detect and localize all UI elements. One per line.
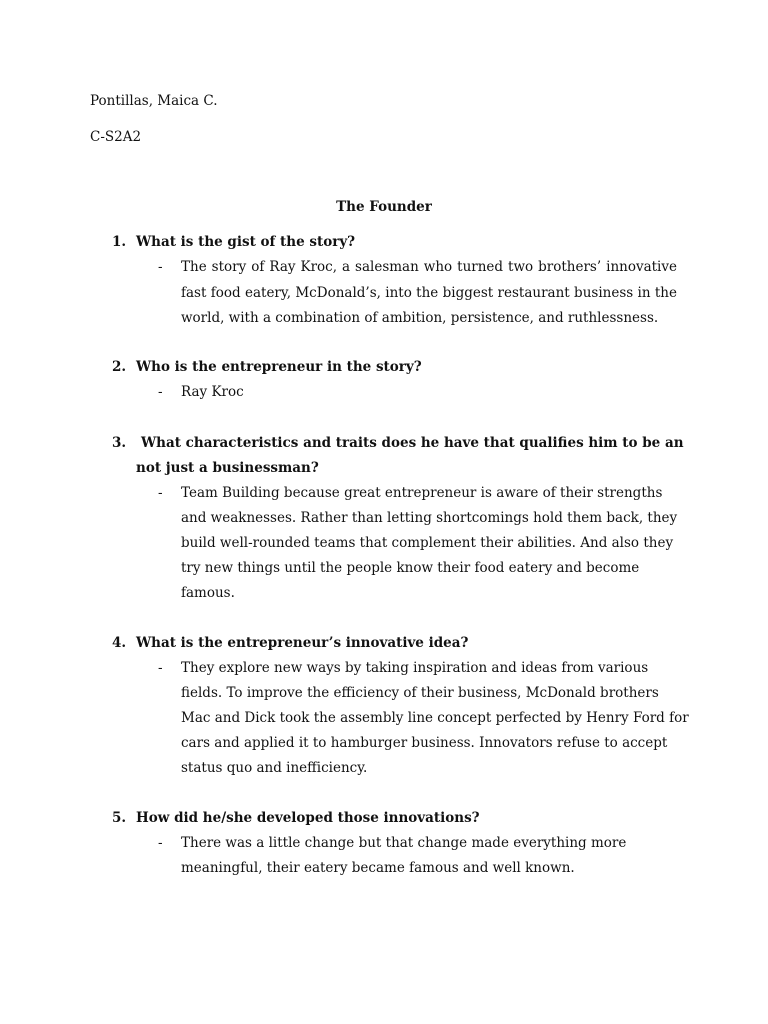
question-text: How did he/she developed those innovations?	[136, 810, 480, 826]
answer-line: try new things until the people know their food eatery and become	[181, 560, 640, 576]
document-title: The Founder	[336, 199, 432, 215]
question-number: 5.	[112, 810, 127, 826]
question-text: not just a businessman?	[136, 460, 319, 476]
answer-line: Ray Kroc	[181, 384, 244, 400]
answer-line: cars and applied it to hamburger business. Innovators refuse to accept	[181, 735, 668, 751]
answer-bullet: -	[158, 384, 163, 400]
answer-line: fields. To improve the efficiency of their business, McDonald brothers	[181, 685, 659, 701]
question-number: 1.	[112, 234, 127, 250]
answer-line: They explore new ways by taking inspiration and ideas from various	[181, 660, 649, 676]
class-section: C-S2A2	[90, 129, 142, 145]
question-text: What characteristics and traits does he have that qualifies him to be an	[141, 435, 684, 451]
question-number: 3.	[112, 435, 127, 451]
answer-line: fast food eatery, McDonald’s, into the biggest restaurant business in the	[181, 285, 677, 301]
answer-line: Team Building because great entrepreneur is aware of their strengths	[181, 485, 663, 501]
question-number: 2.	[112, 359, 127, 375]
question-text: What is the entrepreneur’s innovative idea?	[136, 635, 469, 651]
answer-line: and weaknesses. Rather than letting shortcomings hold them back, they	[181, 510, 678, 526]
answer-line: build well-rounded teams that complement their abilities. And also they	[181, 535, 674, 551]
answer-bullet: -	[158, 485, 163, 501]
answer-line: famous.	[181, 585, 235, 601]
answer-line: There was a little change but that change made everything more	[181, 835, 627, 851]
answer-line: The story of Ray Kroc, a salesman who turned two brothers’ innovative	[181, 259, 677, 275]
question-text: What is the gist of the story?	[136, 234, 356, 250]
answer-line: status quo and inefficiency.	[181, 760, 368, 776]
answer-bullet: -	[158, 259, 163, 275]
answer-bullet: -	[158, 660, 163, 676]
answer-line: Mac and Dick took the assembly line concept perfected by Henry Ford for	[181, 710, 689, 726]
answer-bullet: -	[158, 835, 163, 851]
answer-line: meaningful, their eatery became famous and well known.	[181, 860, 575, 876]
student-name: Pontillas, Maica C.	[90, 93, 218, 109]
question-number: 4.	[112, 635, 127, 651]
question-text: Who is the entrepreneur in the story?	[136, 359, 422, 375]
answer-line: world, with a combination of ambition, persistence, and ruthlessness.	[181, 310, 659, 326]
